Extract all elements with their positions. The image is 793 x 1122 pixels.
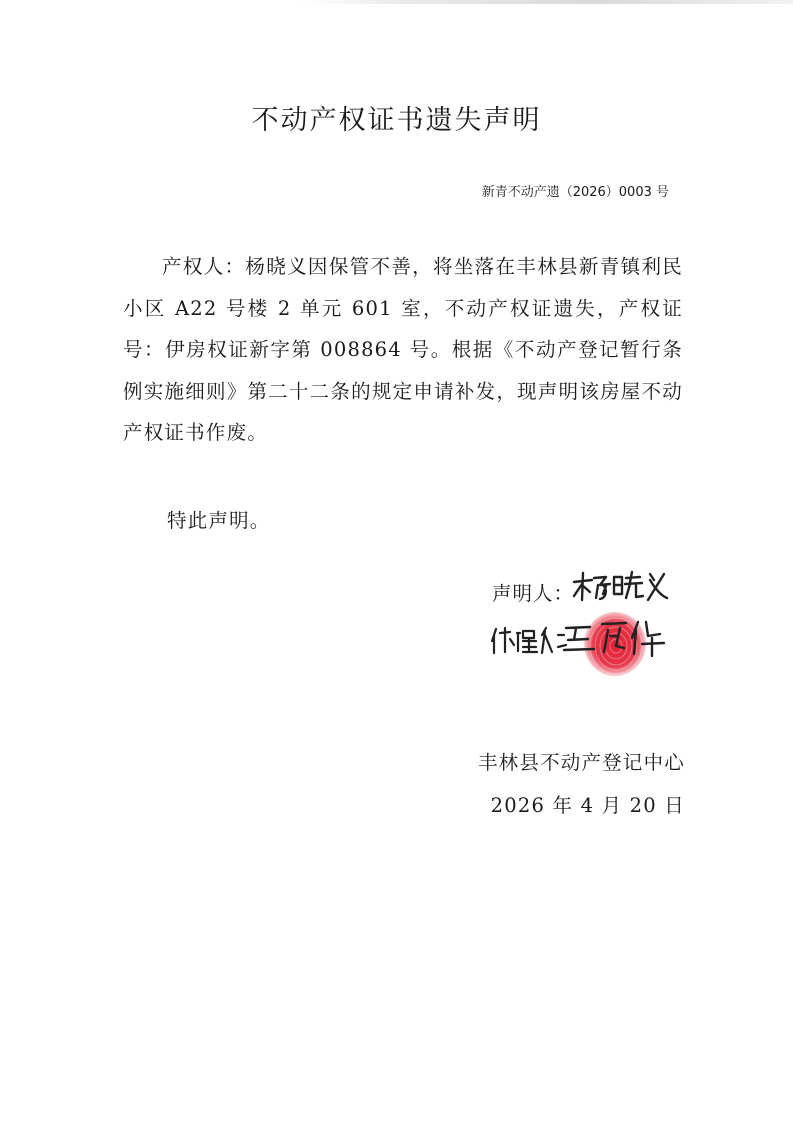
declarant-handwritten-signature <box>570 568 670 606</box>
closing-statement: 特此声明。 <box>167 509 271 532</box>
declarant-label: 声明人： <box>492 582 575 605</box>
issue-date: 2026 年 4 月 20 日 <box>490 794 685 817</box>
issuing-organization: 丰林县不动产登记中心 <box>477 751 685 774</box>
declaration-body: 产权人：杨晓义因保管不善，将坐落在丰林县新青镇利民小区 A22 号楼 2 单元 601 室，不动产权证遗失，产权证号：伊房权证新字第 008864 号。根据《不动产登记暂行条例实施细则》第二十二条的规定申请补发，现声明该房屋不动产权证书作废。 <box>123 255 683 444</box>
document-number: 新青不动产遗（2026）0003 号 <box>481 185 669 200</box>
scan-edge-artifact <box>300 0 793 4</box>
agent-label-handwriting <box>490 625 568 655</box>
agent-handwritten-signature <box>560 616 670 660</box>
agent-label <box>490 625 568 655</box>
document-title: 不动产权证书遗失声明 <box>251 105 542 136</box>
